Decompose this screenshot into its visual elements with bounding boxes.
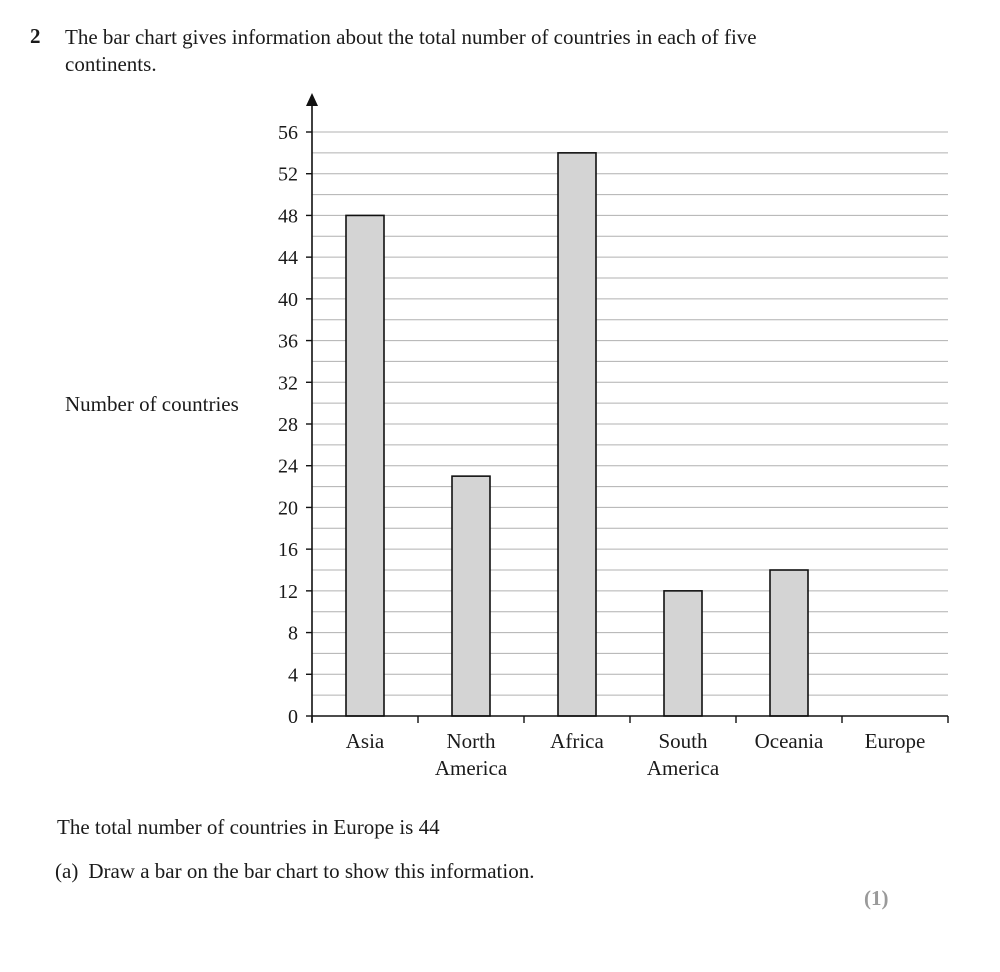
question-text: The bar chart gives information about the total number of countries in each of five continents. bbox=[65, 25, 757, 76]
y-tick-label: 40 bbox=[278, 288, 298, 311]
europe-info-text: The total number of countries in Europe is 44 bbox=[57, 815, 440, 839]
grid-lines bbox=[312, 132, 948, 695]
part-a-label: (a) bbox=[55, 859, 79, 883]
y-tick-label: 44 bbox=[278, 247, 298, 270]
bar bbox=[452, 476, 490, 716]
y-tick-label: 0 bbox=[288, 706, 298, 728]
y-tick-label: 8 bbox=[288, 622, 298, 645]
bar bbox=[664, 591, 702, 716]
y-tick-label: 32 bbox=[278, 372, 298, 395]
y-tick-label: 52 bbox=[278, 163, 298, 186]
x-category-label: North America bbox=[434, 729, 508, 780]
y-tick-label: 12 bbox=[278, 580, 298, 603]
y-tick-label: 24 bbox=[278, 455, 298, 478]
y-tick-label: 56 bbox=[278, 122, 298, 144]
y-tick-label: 20 bbox=[278, 497, 298, 520]
axes bbox=[306, 93, 948, 723]
y-tick-label: 28 bbox=[278, 414, 298, 436]
bar bbox=[346, 215, 384, 716]
x-category-label: South America bbox=[646, 729, 720, 780]
part-a bbox=[55, 859, 534, 884]
bar bbox=[770, 570, 808, 716]
y-tick-label: 36 bbox=[278, 330, 298, 353]
x-category-label: Africa bbox=[550, 729, 604, 753]
part-a-text: Draw a bar on the bar chart to show this information. bbox=[88, 859, 535, 883]
bars bbox=[346, 153, 808, 716]
y-axis-label: Number of countries bbox=[65, 392, 239, 416]
bar bbox=[558, 153, 596, 716]
y-tick-label: 4 bbox=[288, 664, 298, 687]
y-axis-arrow bbox=[306, 93, 318, 106]
y-tick-label: 48 bbox=[278, 205, 298, 228]
x-category-label: Asia bbox=[345, 729, 385, 753]
marks-indicator: (1) bbox=[864, 886, 889, 910]
question-number: 2 bbox=[30, 24, 41, 48]
x-category-label: Europe bbox=[864, 729, 926, 753]
x-category-label: Oceania bbox=[754, 729, 824, 753]
y-tick-label: 16 bbox=[278, 539, 298, 562]
